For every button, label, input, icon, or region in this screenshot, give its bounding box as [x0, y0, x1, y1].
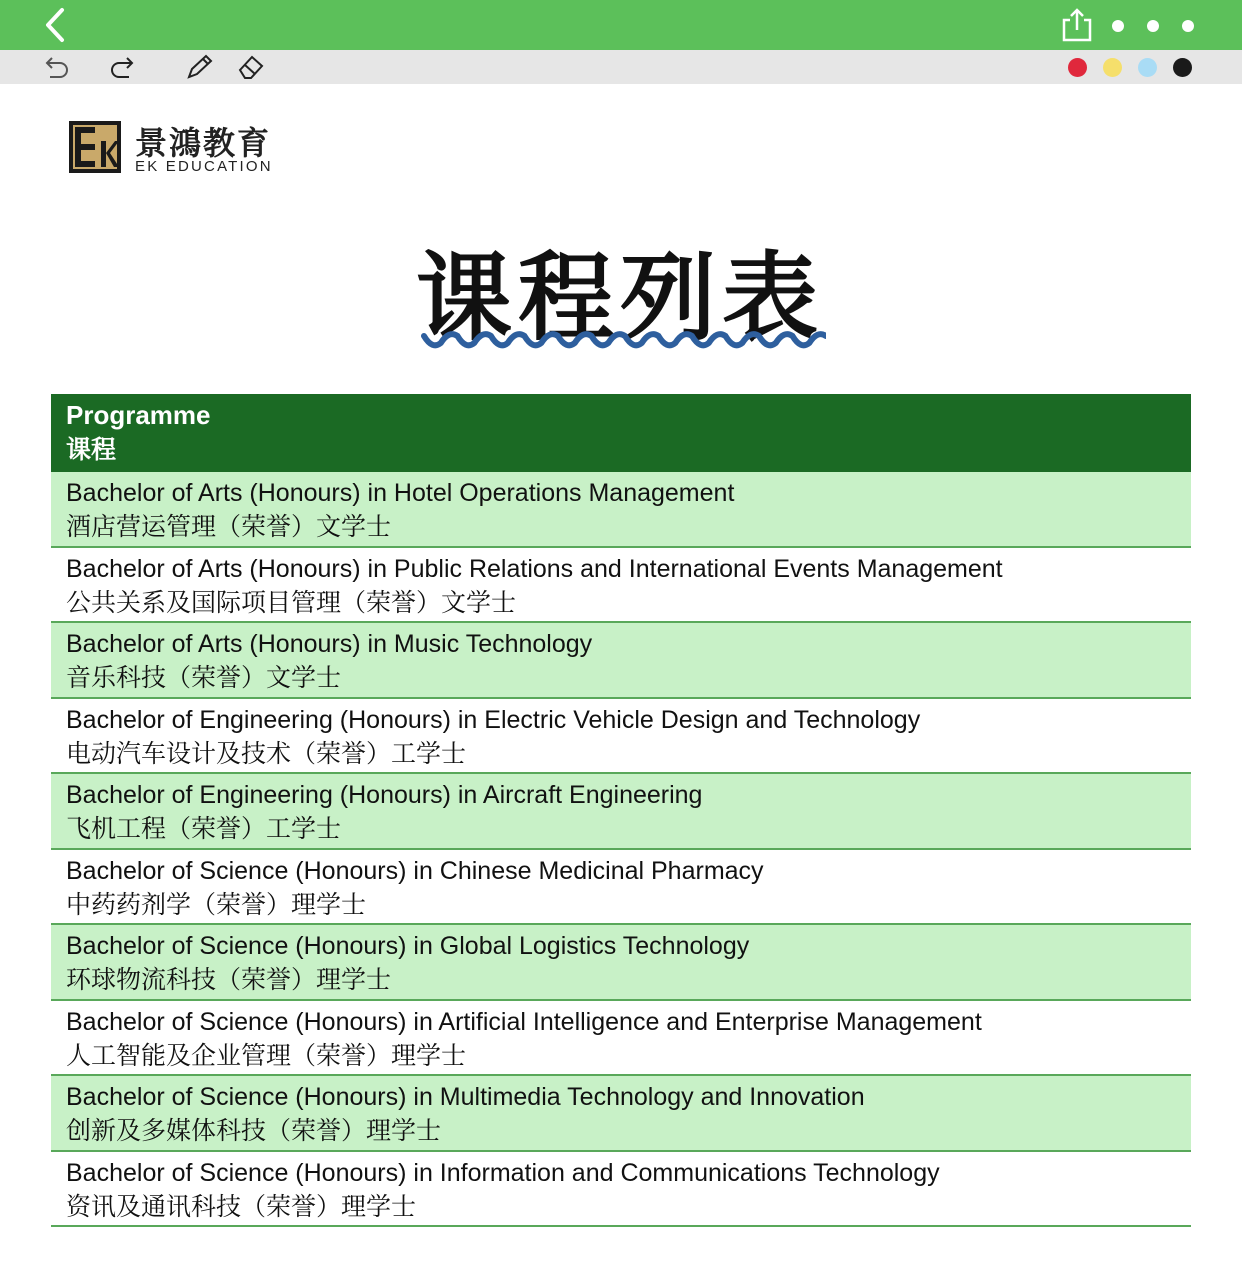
table-row: [51, 699, 1191, 775]
redo-icon: [107, 53, 139, 81]
chevron-left-icon: [38, 6, 74, 44]
table-row: [51, 548, 1191, 624]
annotation-toolbar: [0, 50, 1242, 84]
programme-name-zh: 创新及多媒体科技（荣誉）理学士: [66, 1116, 442, 1145]
programme-name-en: Bachelor of Engineering (Honours) in Aircraft Engineering: [66, 781, 703, 809]
header-zh: 课程: [66, 435, 117, 464]
back-button[interactable]: [38, 6, 74, 44]
pencil-button[interactable]: [184, 53, 216, 81]
programme-name-zh: 飞机工程（荣誉）工学士: [66, 814, 342, 843]
more-options-button[interactable]: [1106, 14, 1206, 38]
more-dots-icon: [1182, 20, 1194, 32]
programme-name-zh: 人工智能及企业管理（荣誉）理学士: [66, 1040, 467, 1070]
logo-english-name: EK EDUCATION: [135, 158, 273, 175]
eraser-button[interactable]: [236, 53, 268, 81]
more-dots-icon: [1147, 20, 1159, 32]
redo-button[interactable]: [107, 53, 139, 81]
programme-name-en: Bachelor of Science (Honours) in Chinese Medicinal Pharmacy: [66, 856, 764, 885]
table-row: [51, 774, 1191, 850]
programme-name-zh: 中药药剂学（荣誉）理学士: [66, 889, 367, 919]
page-title: 课程列表: [416, 242, 824, 354]
programme-name-en: Bachelor of Science (Honours) in Global Logistics Technology: [66, 932, 750, 960]
undo-button[interactable]: [40, 53, 72, 81]
programme-name-en: Bachelor of Engineering (Honours) in Electric Vehicle Design and Technology: [66, 705, 921, 734]
programme-name-en: Bachelor of Science (Honours) in Information and Communications Technology: [66, 1158, 940, 1187]
programme-name-en: Bachelor of Arts (Honours) in Music Technology: [66, 630, 593, 658]
color-swatch-yellow[interactable]: [1103, 58, 1122, 77]
pencil-icon: [184, 53, 216, 81]
ek-logo-mark: [69, 121, 121, 173]
programme-name-en: Bachelor of Science (Honours) in Artificial Intelligence and Enterprise Management: [66, 1007, 982, 1036]
header-en: Programme: [66, 400, 211, 430]
more-dots-icon: [1112, 20, 1124, 32]
programme-name-zh: 酒店营运管理（荣誉）文学士: [66, 512, 392, 541]
programme-name-zh: 资讯及通讯科技（荣誉）理学士: [66, 1191, 417, 1221]
table-row: [51, 1001, 1191, 1077]
table-row: [51, 623, 1191, 699]
undo-icon: [40, 53, 72, 81]
programme-name-zh: 公共关系及国际项目管理（荣誉）文学士: [66, 587, 517, 617]
programme-name-zh: 环球物流科技（荣誉）理学士: [66, 965, 392, 994]
table-row: [51, 1152, 1191, 1228]
programme-name-zh: 音乐科技（荣誉）文学士: [66, 663, 342, 692]
table-row: [51, 850, 1191, 926]
eraser-icon: [236, 53, 268, 81]
table-header: [51, 394, 1191, 472]
programme-name-en: Bachelor of Science (Honours) in Multimedia Technology and Innovation: [66, 1083, 865, 1111]
share-icon: [1060, 6, 1094, 44]
programme-name-en: Bachelor of Arts (Honours) in Public Relations and International Events Management: [66, 554, 1003, 583]
wavy-underline: [420, 326, 826, 356]
table-row: [51, 1076, 1191, 1152]
logo-chinese-name: 景鴻教育: [135, 124, 272, 162]
programme-table: [51, 394, 1191, 1227]
color-swatch-red[interactable]: [1068, 58, 1087, 77]
top-nav-bar: [0, 0, 1242, 50]
share-button[interactable]: [1060, 6, 1094, 44]
programme-name-zh: 电动汽车设计及技术（荣誉）工学士: [66, 738, 467, 768]
color-swatch-black[interactable]: [1173, 58, 1192, 77]
color-swatch-blue[interactable]: [1138, 58, 1157, 77]
table-row: [51, 925, 1191, 1001]
programme-name-en: Bachelor of Arts (Honours) in Hotel Operations Management: [66, 479, 735, 507]
table-row: [51, 472, 1191, 548]
